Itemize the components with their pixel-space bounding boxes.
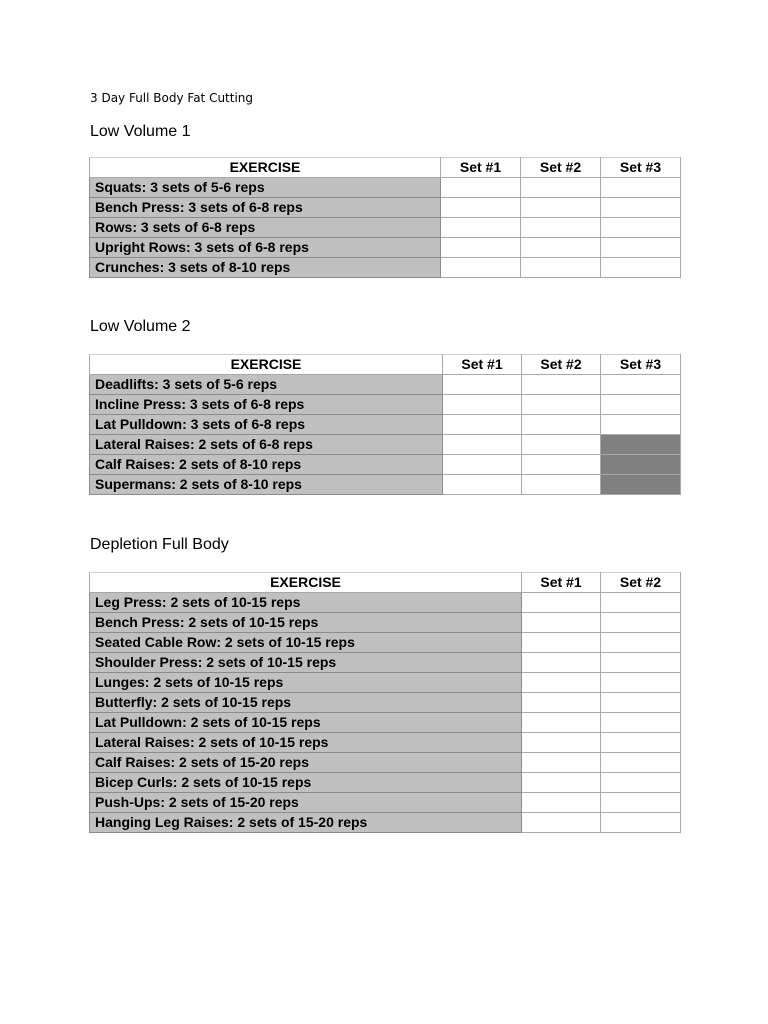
exercise-cell: Push-Ups: 2 sets of 15-20 reps bbox=[90, 793, 522, 813]
table-row bbox=[90, 753, 681, 773]
header-set-3: Set #3 bbox=[601, 158, 681, 178]
table-row bbox=[90, 653, 681, 673]
set-2-cell[interactable] bbox=[522, 415, 601, 435]
set-1-cell[interactable] bbox=[443, 415, 522, 435]
exercise-cell: Leg Press: 2 sets of 10-15 reps bbox=[90, 593, 522, 613]
exercise-cell: Lunges: 2 sets of 10-15 reps bbox=[90, 673, 522, 693]
set-2-cell[interactable] bbox=[601, 753, 681, 773]
set-2-cell[interactable] bbox=[522, 455, 601, 475]
exercise-cell: Deadlifts: 3 sets of 5-6 reps bbox=[90, 375, 443, 395]
set-3-cell[interactable] bbox=[601, 395, 681, 415]
set-1-cell[interactable] bbox=[443, 395, 522, 415]
set-2-cell[interactable] bbox=[601, 693, 681, 713]
set-1-cell[interactable] bbox=[441, 198, 521, 218]
set-1-cell[interactable] bbox=[443, 375, 522, 395]
exercise-cell: Rows: 3 sets of 6-8 reps bbox=[90, 218, 441, 238]
header-set-2: Set #2 bbox=[601, 573, 681, 593]
set-1-cell[interactable] bbox=[443, 455, 522, 475]
workout-table-low-volume-2 bbox=[89, 354, 681, 495]
table-row bbox=[90, 813, 681, 833]
set-2-cell[interactable] bbox=[522, 435, 601, 455]
table-row bbox=[90, 593, 681, 613]
exercise-cell: Shoulder Press: 2 sets of 10-15 reps bbox=[90, 653, 522, 673]
exercise-cell: Bench Press: 2 sets of 10-15 reps bbox=[90, 613, 522, 633]
set-3-cell[interactable] bbox=[601, 198, 681, 218]
set-1-cell[interactable] bbox=[441, 238, 521, 258]
set-2-cell[interactable] bbox=[601, 733, 681, 753]
set-2-cell[interactable] bbox=[601, 673, 681, 693]
table-row bbox=[90, 693, 681, 713]
table-header-row bbox=[90, 158, 681, 178]
table-row bbox=[90, 198, 681, 218]
header-set-1: Set #1 bbox=[443, 355, 522, 375]
header-exercise: EXERCISE bbox=[90, 158, 441, 178]
set-2-cell[interactable] bbox=[521, 178, 601, 198]
set-3-cell-unused bbox=[601, 455, 681, 475]
exercise-cell: Calf Raises: 2 sets of 15-20 reps bbox=[90, 753, 522, 773]
set-1-cell[interactable] bbox=[522, 633, 601, 653]
table-row bbox=[90, 713, 681, 733]
set-1-cell[interactable] bbox=[522, 673, 601, 693]
header-exercise: EXERCISE bbox=[90, 573, 522, 593]
exercise-cell: Hanging Leg Raises: 2 sets of 15-20 reps bbox=[90, 813, 522, 833]
set-2-cell[interactable] bbox=[601, 633, 681, 653]
set-2-cell[interactable] bbox=[601, 613, 681, 633]
set-1-cell[interactable] bbox=[522, 713, 601, 733]
table-row bbox=[90, 258, 681, 278]
table-row bbox=[90, 178, 681, 198]
exercise-cell: Calf Raises: 2 sets of 8-10 reps bbox=[90, 455, 443, 475]
exercise-cell: Lateral Raises: 2 sets of 6-8 reps bbox=[90, 435, 443, 455]
table-row bbox=[90, 633, 681, 653]
set-3-cell[interactable] bbox=[601, 375, 681, 395]
table-row bbox=[90, 673, 681, 693]
table-row bbox=[90, 793, 681, 813]
header-set-1: Set #1 bbox=[522, 573, 601, 593]
set-2-cell[interactable] bbox=[601, 653, 681, 673]
set-3-cell[interactable] bbox=[601, 415, 681, 435]
set-2-cell[interactable] bbox=[601, 793, 681, 813]
header-exercise: EXERCISE bbox=[90, 355, 443, 375]
set-2-cell[interactable] bbox=[601, 773, 681, 793]
set-3-cell[interactable] bbox=[601, 178, 681, 198]
table-header-row bbox=[90, 573, 681, 593]
set-1-cell[interactable] bbox=[522, 593, 601, 613]
set-1-cell[interactable] bbox=[443, 475, 522, 495]
exercise-cell: Upright Rows: 3 sets of 6-8 reps bbox=[90, 238, 441, 258]
set-1-cell[interactable] bbox=[522, 653, 601, 673]
set-1-cell[interactable] bbox=[441, 218, 521, 238]
header-set-2: Set #2 bbox=[522, 355, 601, 375]
set-1-cell[interactable] bbox=[522, 793, 601, 813]
exercise-cell: Lat Pulldown: 2 sets of 10-15 reps bbox=[90, 713, 522, 733]
set-1-cell[interactable] bbox=[522, 733, 601, 753]
table-row bbox=[90, 375, 681, 395]
section-heading-low-volume-2: Low Volume 2 bbox=[90, 318, 191, 335]
table-row bbox=[90, 613, 681, 633]
exercise-cell: Squats: 3 sets of 5-6 reps bbox=[90, 178, 441, 198]
table-row bbox=[90, 733, 681, 753]
set-2-cell[interactable] bbox=[521, 238, 601, 258]
exercise-cell: Seated Cable Row: 2 sets of 10-15 reps bbox=[90, 633, 522, 653]
table-row bbox=[90, 435, 681, 455]
set-2-cell[interactable] bbox=[522, 395, 601, 415]
set-3-cell[interactable] bbox=[601, 238, 681, 258]
table-row bbox=[90, 415, 681, 435]
exercise-cell: Bench Press: 3 sets of 6-8 reps bbox=[90, 198, 441, 218]
table-header-row bbox=[90, 355, 681, 375]
set-2-cell[interactable] bbox=[601, 593, 681, 613]
set-3-cell-unused bbox=[601, 475, 681, 495]
document-title: 3 Day Full Body Fat Cutting bbox=[90, 91, 254, 105]
exercise-cell: Bicep Curls: 2 sets of 10-15 reps bbox=[90, 773, 522, 793]
table-row bbox=[90, 395, 681, 415]
set-2-cell[interactable] bbox=[522, 375, 601, 395]
section-heading-depletion-full-body: Depletion Full Body bbox=[90, 536, 229, 553]
set-1-cell[interactable] bbox=[522, 773, 601, 793]
header-set-3: Set #3 bbox=[601, 355, 681, 375]
set-2-cell[interactable] bbox=[522, 475, 601, 495]
set-1-cell[interactable] bbox=[522, 753, 601, 773]
set-3-cell-unused bbox=[601, 435, 681, 455]
set-1-cell[interactable] bbox=[522, 613, 601, 633]
set-1-cell[interactable] bbox=[441, 178, 521, 198]
set-2-cell[interactable] bbox=[521, 198, 601, 218]
set-3-cell[interactable] bbox=[601, 218, 681, 238]
table-row bbox=[90, 218, 681, 238]
section-heading-low-volume-1: Low Volume 1 bbox=[90, 123, 191, 140]
exercise-cell: Lat Pulldown: 3 sets of 6-8 reps bbox=[90, 415, 443, 435]
header-set-2: Set #2 bbox=[521, 158, 601, 178]
set-3-cell[interactable] bbox=[601, 258, 681, 278]
set-2-cell[interactable] bbox=[601, 813, 681, 833]
set-2-cell[interactable] bbox=[601, 713, 681, 733]
set-1-cell[interactable] bbox=[443, 435, 522, 455]
workout-table-low-volume-1 bbox=[89, 157, 681, 278]
table-row bbox=[90, 475, 681, 495]
exercise-cell: Lateral Raises: 2 sets of 10-15 reps bbox=[90, 733, 522, 753]
workout-table-depletion-full-body bbox=[89, 572, 681, 833]
table-row bbox=[90, 238, 681, 258]
exercise-cell: Crunches: 3 sets of 8-10 reps bbox=[90, 258, 441, 278]
table-row bbox=[90, 455, 681, 475]
set-2-cell[interactable] bbox=[521, 258, 601, 278]
header-set-1: Set #1 bbox=[441, 158, 521, 178]
set-1-cell[interactable] bbox=[522, 813, 601, 833]
table-row bbox=[90, 773, 681, 793]
set-1-cell[interactable] bbox=[441, 258, 521, 278]
set-1-cell[interactable] bbox=[522, 693, 601, 713]
set-2-cell[interactable] bbox=[521, 218, 601, 238]
exercise-cell: Incline Press: 3 sets of 6-8 reps bbox=[90, 395, 443, 415]
exercise-cell: Butterfly: 2 sets of 10-15 reps bbox=[90, 693, 522, 713]
exercise-cell: Supermans: 2 sets of 8-10 reps bbox=[90, 475, 443, 495]
